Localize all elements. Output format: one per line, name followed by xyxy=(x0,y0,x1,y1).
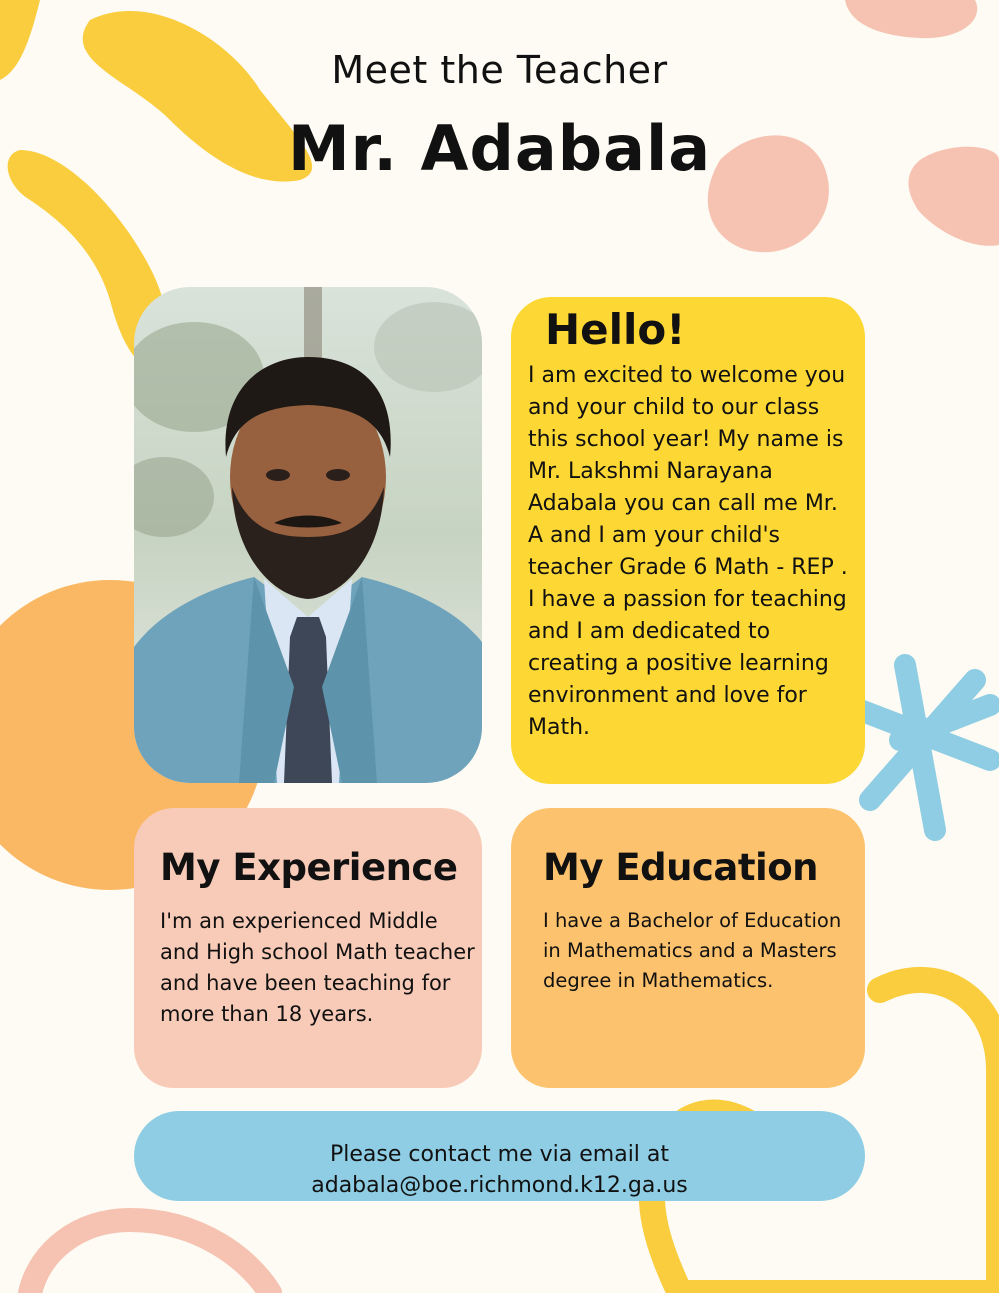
experience-card xyxy=(134,808,482,1088)
education-card xyxy=(511,808,865,1088)
teacher-photo xyxy=(134,287,482,783)
pink-blob-shape xyxy=(845,0,977,38)
pink-arc-shape xyxy=(30,1220,270,1293)
experience-text: I'm an experienced Middle and High school Math teacher and have been teaching for more than 18 years. xyxy=(160,909,475,1026)
hello-card xyxy=(511,297,865,784)
contact-text: Please contact me via email at xyxy=(329,1142,670,1167)
teacher-portrait-illustration xyxy=(134,287,482,783)
page-title: Mr. Adabala xyxy=(287,112,712,185)
contact-email-link[interactable]: adabala@boe.richmond.k12.ga.us xyxy=(311,1173,688,1198)
experience-heading: My Experience xyxy=(160,846,458,889)
hello-text: I am excited to welcome you and your child to our class this school year! My name is Mr. Lakshmi Narayana Adabala you can call me Mr. A and I am your child's teacher Grade 6 Math - REP . I have a passion for teaching and I am dedicated to creating a positive learning environment and love for Math. xyxy=(528,363,848,740)
hello-heading: Hello! xyxy=(545,305,686,354)
contact-banner xyxy=(134,1111,865,1201)
page-subtitle: Meet the Teacher xyxy=(331,48,668,92)
education-text: I have a Bachelor of Education in Mathematics and a Masters degree in Mathematics. xyxy=(543,909,842,992)
education-heading: My Education xyxy=(543,846,818,889)
blue-star-shape xyxy=(860,665,990,830)
